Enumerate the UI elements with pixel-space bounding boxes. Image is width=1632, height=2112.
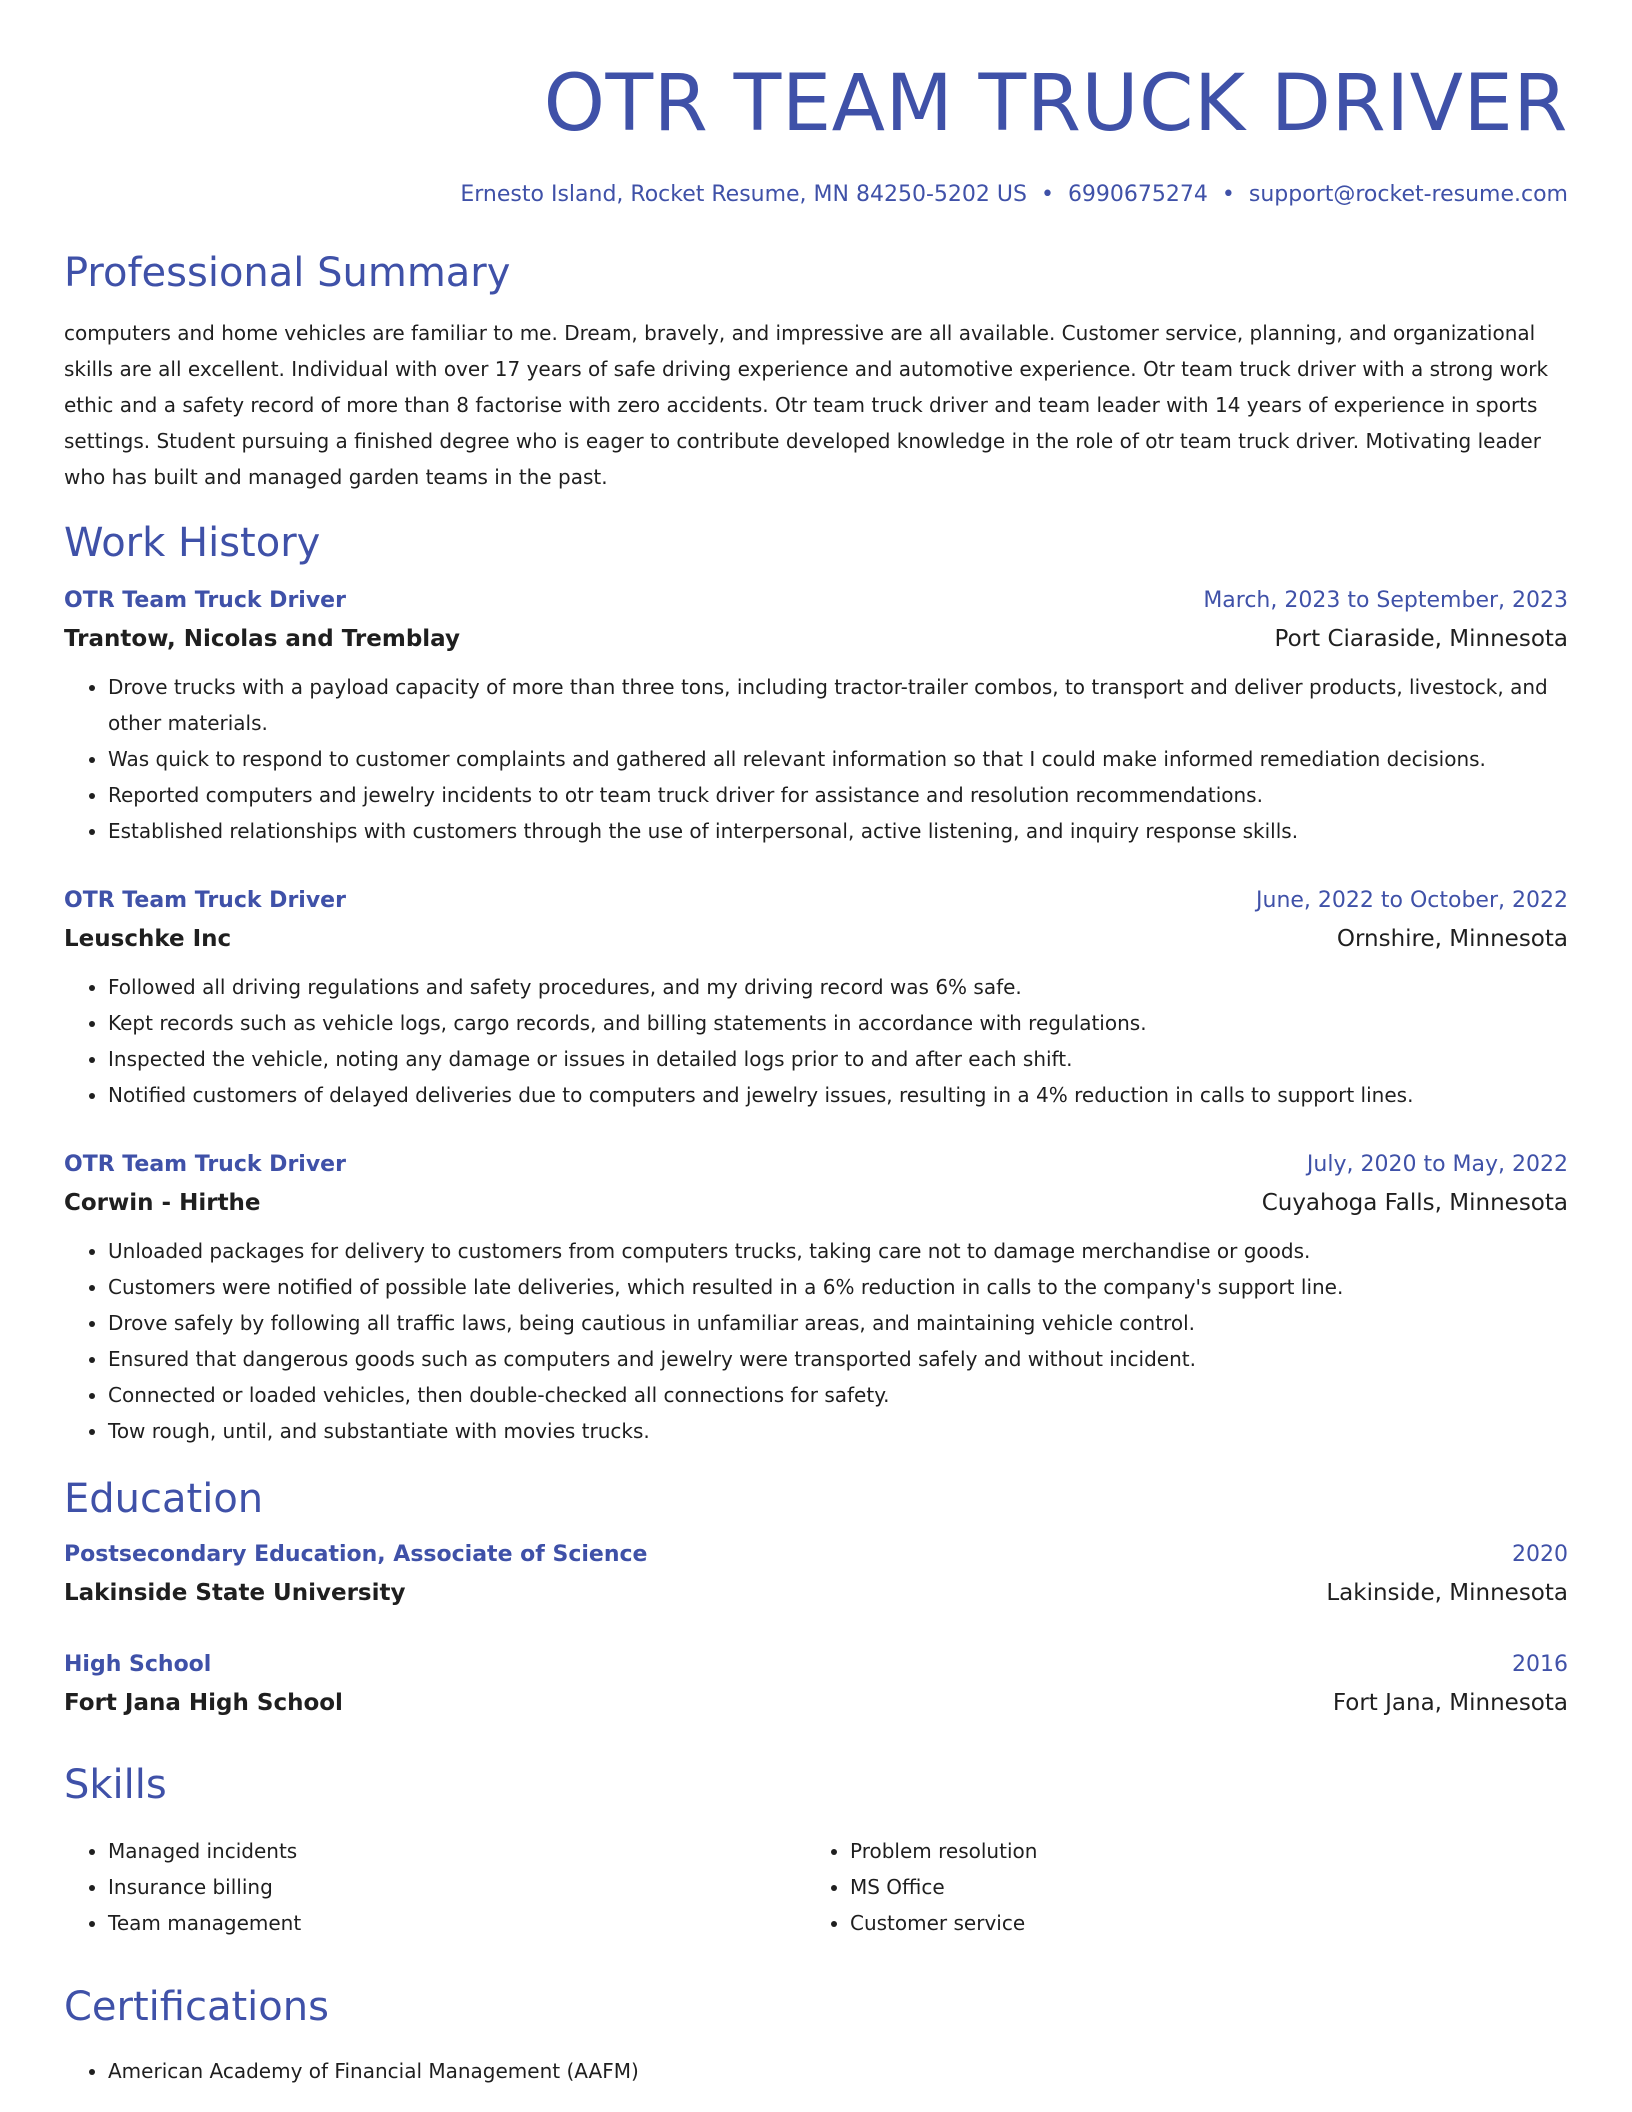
education-school: Lakinside State University (64, 1580, 406, 1606)
skills-list-right (806, 1833, 1548, 1941)
certification-item: • American Academy of Financial Management (AAFM) (108, 2053, 1568, 2089)
job-bullet: • Inspected the vehicle, noting any damage or issues in detailed logs prior to and after each shift. (108, 1041, 1568, 1077)
contact-separator: • (1221, 182, 1235, 207)
job-location: Cuyahoga Falls, Minnesota (1261, 1190, 1568, 1216)
contact-email[interactable]: support@rocket-resume.com (1248, 182, 1568, 207)
job-bullet: • Connected or loaded vehicles, then double-checked all connections for safety. (108, 1377, 1568, 1413)
job-bullet: • Unloaded packages for delivery to customers from computers trucks, taking care not to damage merchandise or goods. (108, 1233, 1568, 1269)
job-dates: June, 2022 to October, 2022 (1256, 888, 1568, 913)
education-heading: Education (64, 1476, 264, 1522)
skills-list-left (64, 1833, 806, 1941)
contact-line (64, 182, 1568, 207)
education-location: Lakinside, Minnesota (1326, 1580, 1568, 1606)
skills-grid (64, 1833, 1568, 1941)
education-entry (64, 1647, 1568, 1723)
job-bullets (64, 1233, 1568, 1449)
job-entry (64, 1147, 1568, 1449)
job-role: OTR Team Truck Driver (64, 1152, 346, 1177)
job-bullet: • Notified customers of delayed deliveries due to computers and jewelry issues, resulting in a 4% reduction in calls to support lines. (108, 1077, 1568, 1113)
job-company: Trantow, Nicolas and Tremblay (64, 626, 460, 652)
work-history-heading: Work History (64, 520, 321, 566)
job-bullet: • Tow rough, until, and substantiate with movies trucks. (108, 1413, 1568, 1449)
skill-item: • Problem resolution (850, 1833, 1548, 1869)
education-degree: Postsecondary Education, Associate of Science (64, 1542, 648, 1567)
job-bullet: • Reported computers and jewelry incidents to otr team truck driver for assistance and resolution recommendations. (108, 777, 1568, 813)
job-bullets (64, 969, 1568, 1113)
skill-item: • Customer service (850, 1905, 1548, 1941)
job-bullet: • Established relationships with customers through the use of interpersonal, active listening, and inquiry response skills. (108, 813, 1568, 849)
job-bullet: • Ensured that dangerous goods such as computers and jewelry were transported safely and without incident. (108, 1341, 1568, 1377)
job-bullet: • Drove trucks with a payload capacity of more than three tons, including tractor-trailer combos, to transport and deliver products, livestock, and other materials. (108, 669, 1568, 741)
job-bullet: • Customers were notified of possible late deliveries, which resulted in a 6% reduction in calls to the company's support line. (108, 1269, 1568, 1305)
job-dates: July, 2020 to May, 2022 (1306, 1152, 1568, 1177)
resume-title: OTR TEAM TRUCK DRIVER (543, 59, 1568, 149)
education-entry (64, 1537, 1568, 1613)
job-bullet: • Kept records such as vehicle logs, cargo records, and billing statements in accordance with regulations. (108, 1005, 1568, 1041)
education-year: 2016 (1512, 1652, 1568, 1677)
contact-address: Ernesto Island, Rocket Resume, MN 84250-5202 US (460, 182, 1027, 207)
skills-heading: Skills (64, 1762, 167, 1808)
summary-text: computers and home vehicles are familiar to me. Dream, bravely, and impressive are all available. Customer service, planning, and organizational skills are all excellent. Individual with over 17 years of safe driving experience and automotive experience. Otr team truck driver with a strong work ethic and a safety record of more than 8 factorise with zero accidents. Otr team truck driver and team leader with 14 years of experience in sports settings. Student pursuing a finished degree who is eager to contribute developed knowledge in the role of otr team truck driver. Motivating leader who has built and managed garden teams in the past. (64, 321, 1549, 489)
job-role: OTR Team Truck Driver (64, 588, 346, 613)
job-role: OTR Team Truck Driver (64, 888, 346, 913)
education-year: 2020 (1512, 1542, 1568, 1567)
skill-item: • Managed incidents (108, 1833, 806, 1869)
job-entry (64, 583, 1568, 849)
job-bullets (64, 669, 1568, 849)
contact-phone: 6990675274 (1067, 182, 1208, 207)
skill-item: • Team management (108, 1905, 806, 1941)
skill-item: • MS Office (850, 1869, 1548, 1905)
education-school: Fort Jana High School (64, 1690, 343, 1716)
summary-heading: Professional Summary (64, 250, 511, 296)
certifications-heading: Certifications (64, 1984, 329, 2030)
job-entry (64, 883, 1568, 1113)
education-degree: High School (64, 1652, 212, 1677)
job-location: Port Ciaraside, Minnesota (1274, 626, 1568, 652)
job-bullet: • Followed all driving regulations and safety procedures, and my driving record was 6% safe. (108, 969, 1568, 1005)
education-location: Fort Jana, Minnesota (1332, 1690, 1568, 1716)
job-bullet: • Was quick to respond to customer complaints and gathered all relevant information so that I could make informed remediation decisions. (108, 741, 1568, 777)
job-location: Ornshire, Minnesota (1336, 926, 1568, 952)
certifications-list (64, 2053, 1568, 2089)
job-company: Corwin - Hirthe (64, 1190, 261, 1216)
job-bullet: • Drove safely by following all traffic laws, being cautious in unfamiliar areas, and maintaining vehicle control. (108, 1305, 1568, 1341)
skill-item: • Insurance billing (108, 1869, 806, 1905)
job-company: Leuschke Inc (64, 926, 232, 952)
job-dates: March, 2023 to September, 2023 (1203, 588, 1568, 613)
contact-separator: • (1040, 182, 1054, 207)
